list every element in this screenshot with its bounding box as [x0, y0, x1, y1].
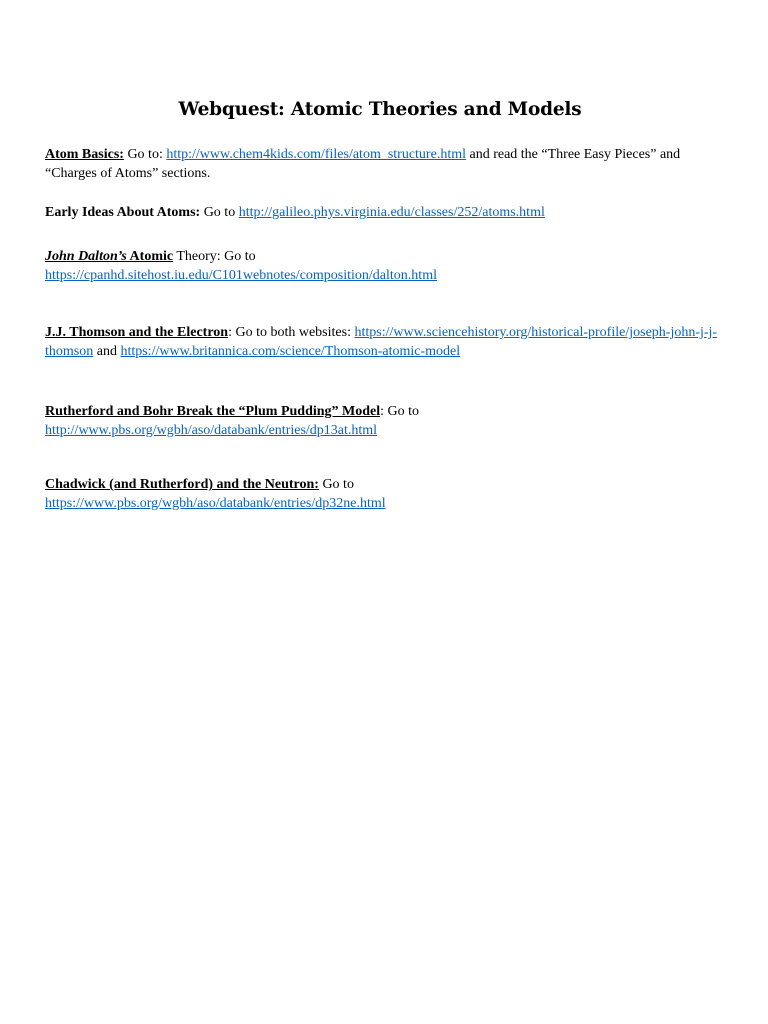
section-rutherford-bohr — [45, 403, 725, 440]
dalton-heading-name: John Dalton’s — [45, 249, 127, 264]
early-ideas-heading: Early Ideas About Atoms: — [45, 205, 201, 220]
section-atom-basics — [45, 146, 725, 183]
dalton-heading-rest: Atomic — [126, 249, 174, 264]
thomson-link-britannica[interactable]: https://www.britannica.com/science/Thomson-atomic-model — [120, 343, 461, 359]
page-title: Webquest: Atomic Theories and Models — [178, 99, 582, 120]
dalton-goto: Theory: Go to — [173, 249, 256, 264]
atom-basics-instructions: and read the “Three Easy Pieces” and “Charges of Atoms” sections. — [45, 147, 681, 181]
thomson-link-sciencehistory[interactable]: https://www.sciencehistory.org/historical-profile/joseph-john-j-j-thomson — [45, 325, 718, 359]
atom-basics-goto: Go to: — [123, 147, 167, 162]
section-dalton — [45, 248, 725, 285]
rutherford-bohr-heading: Rutherford and Bohr Break the “Plum Pudding” Model — [45, 404, 381, 419]
section-chadwick — [45, 476, 725, 513]
chadwick-link[interactable]: https://www.pbs.org/wgbh/aso/databank/entries/dp32ne.html — [45, 495, 386, 511]
rutherford-bohr-goto: : Go to — [380, 404, 420, 419]
dalton-heading — [45, 249, 173, 264]
early-ideas-link[interactable]: http://galileo.phys.virginia.edu/classes/252/atoms.html — [238, 205, 545, 220]
thomson-goto: : Go to both websites: — [228, 325, 355, 340]
section-thomson — [45, 324, 725, 361]
dalton-link[interactable]: https://cpanhd.sitehost.iu.edu/C101webnotes/composition/dalton.html — [45, 267, 437, 283]
thomson-heading: J.J. Thomson and the Electron — [45, 325, 229, 340]
thomson-joiner: and — [93, 343, 121, 359]
atom-basics-heading: Atom Basics: — [45, 147, 124, 162]
atom-basics-link[interactable]: http://www.chem4kids.com/files/atom_structure.html — [166, 147, 466, 162]
rutherford-bohr-link[interactable]: http://www.pbs.org/wgbh/aso/databank/entries/dp13at.html — [45, 422, 378, 438]
chadwick-heading: Chadwick (and Rutherford) and the Neutron: — [45, 477, 319, 492]
early-ideas-goto: Go to — [200, 205, 239, 220]
chadwick-goto: Go to — [318, 477, 354, 492]
section-early-ideas — [45, 204, 725, 223]
